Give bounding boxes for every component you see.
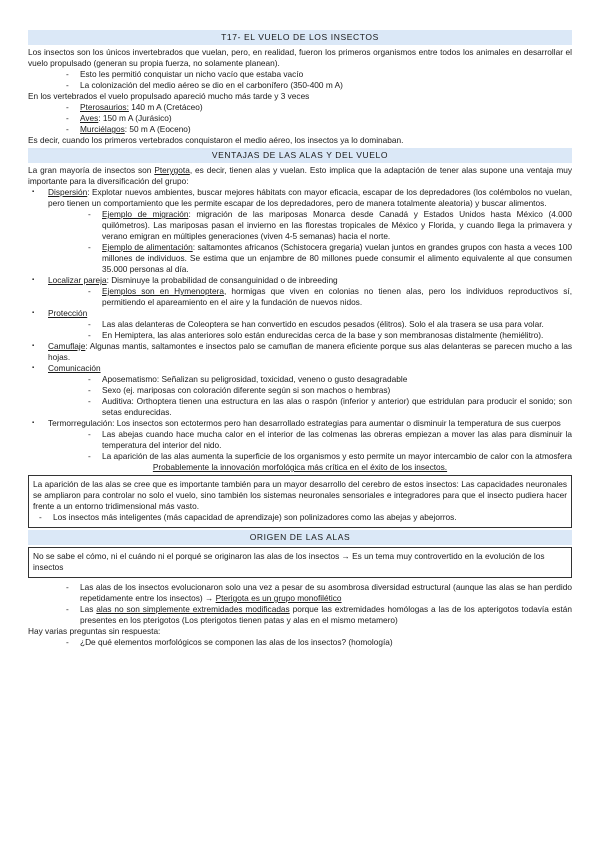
group-age: 140 m A (Cretáceo) (128, 102, 203, 112)
examples-list (78, 209, 572, 275)
example-label: Ejemplos son en Hymenoptera (102, 286, 224, 296)
box-text: La aparición de las alas se cree que es importante también para un mayor desarrollo del cerebro de estos insectos: Las capacidades neuronales se ampliaron para controlar no solo el vuelo, sino también los sistemas neuronales sensoriales e integradores para que el insecto pudiera hacer frente a un entorno tridimensional más vasto. (33, 479, 567, 511)
examples-list (78, 429, 572, 462)
item-emphasis: alas no son simplemente extremidades modificadas (96, 604, 290, 614)
advantage-proteccion (28, 308, 572, 341)
example-item: - Auditiva: Orthoptera tienen una estructura en las alas o raspón (inferior y anterior) que estridulan para producir el sonido; son setas endurecidas. (78, 396, 572, 418)
examples-list (78, 319, 572, 341)
group-age: : 150 m A (Jurásico) (98, 113, 172, 123)
box-text: No se sabe el cómo, ni el cuándo ni el porqué se originaron las alas de los insectos → Es un tema muy controvertido en la evolución de los insectos (33, 551, 545, 572)
advantage-camuflaje (28, 341, 572, 363)
list-item: - ¿De qué elementos morfológicos se componen las alas de los insectos? (homología) (60, 637, 572, 648)
advantage-text: : Disminuye la probabilidad de consanguinidad o de inbreeding (106, 275, 338, 285)
brain-box (28, 475, 572, 528)
example-text: : saltamontes africanos (Schistocera gregaria) vuelan juntos en grandes grupos con hasta a veces 100 millones de individuos. Se estima que un enjambre de 80 millones puede consumir el alimento equivalente al que consumen 35.000 personas al día. (102, 242, 572, 274)
item-text: Las alas de los insectos evolucionaron solo una vez a pesar de su asombrosa diversidad estructural (aunque las alas se han perdido repetidamente entre los insectos) → (80, 582, 572, 603)
example-text: , hormigas que viven en colonias no tienen alas, pero los individuos reproductivos sí, permitiendo el apareamiento en el aire y la fundación de nuevos nidos. (102, 286, 573, 307)
example-text: : migración de las mariposas Monarca desde Canadá y Estados Unidos hasta México (4.000 quilómetros). Las mariposas pasan el invierno en las florestas tropicales de México y Florida, y cuando llega la primavera y verano emigran en múltiples generaciones (viven 4-5 semanas) hacia el norte. (102, 209, 572, 241)
advantage-termorregulacion (28, 418, 572, 462)
advantage-text: : Algunas mantis, saltamontes e insectos palo se camuflan de manera eficiente porque sus alas delanteras se parecen mucho a las hojas. (48, 341, 572, 362)
example-label: Ejemplo de alimentación (102, 242, 193, 252)
section-lead (28, 165, 572, 187)
advantage-label: Comunicación (48, 363, 101, 373)
advantage-text: : Explotar nuevos ambientes, buscar mejores hábitats con mayor eficacia, escapar de los depredadores (los colémbolos no vuelan, pero tienen un comportamiento que les permite escapar de los depredadores, pero de manera totalmente aleatoria) y buscar alimentos. (48, 187, 572, 208)
example-item: - Las abejas cuando hace mucha calor en el interior de las colmenas las obreras empiezan a mover las alas para disminuir la temperatura del interior del nido. (78, 429, 572, 451)
advantage-label: Dispersión (48, 187, 88, 197)
example-item (78, 209, 572, 242)
advantage-text: Termorregulación: Los insectos son ectotermos pero han desarrollado estrategias para aumentar o disminuir la temperatura de sus cuerpos (48, 418, 561, 428)
advantage-pareja (28, 275, 572, 308)
list-item (60, 124, 572, 135)
advantage-comunicacion (28, 363, 572, 418)
example-item: - Sexo (ej. mariposas con coloración diferente según si son machos o hembras) (78, 385, 572, 396)
intro-list (60, 69, 572, 91)
conclusion-paragraph: Es decir, cuando los primeros vertebrados conquistaron el medio aéreo, los insectos ya lo dominaban. (28, 135, 404, 145)
advantage-dispersion (28, 187, 572, 275)
examples-list (78, 286, 572, 308)
section-title-ventajas: VENTAJAS DE LAS ALAS Y DEL VUELO (28, 148, 572, 163)
box-list (33, 512, 567, 523)
group-name: Murciélagos (80, 124, 125, 134)
section-title-origen: ORIGEN DE LAS ALAS (28, 530, 572, 545)
example-item: - La aparición de las alas aumenta la superficie de los organismos y esto permite un mayor intercambio de calor con la atmosfera (78, 451, 572, 462)
advantage-label: Protección (48, 308, 88, 318)
list-item: - La colonización del medio aéreo se dio en el carbonífero (350-400 m A) (60, 80, 572, 91)
group-age: : 50 m A (Eoceno) (124, 124, 191, 134)
example-item: - En Hemiptera, las alas anteriores solo están endurecidas cerca de la base y son membranosas distalmente (hemiélitro). (78, 330, 572, 341)
origin-list (60, 582, 572, 626)
group-name: Pterosaurios: (80, 102, 129, 112)
example-label: Ejemplo de migración (102, 209, 189, 219)
questions-list (60, 637, 572, 648)
example-item (78, 242, 572, 275)
list-item (60, 113, 572, 124)
item-emphasis: Pterigota es un grupo monofilético (215, 593, 342, 603)
lead-text: La gran mayoría de insectos son (28, 165, 155, 175)
example-item (78, 286, 572, 308)
lead-term: Pterygota (154, 165, 190, 175)
examples-list (78, 374, 572, 418)
advantage-label: Camuflaje (48, 341, 86, 351)
intro-paragraph: Los insectos son los únicos invertebrados que vuelan, pero, en realidad, fueron los primeros organismos entre todos los animales en desarrollar el vuelo propulsado (generan su propia fuerza, no solamente planean). (28, 47, 572, 68)
document-title: T17- EL VUELO DE LOS INSECTOS (28, 30, 572, 45)
origin-box (28, 547, 572, 578)
advantages-list (28, 187, 572, 462)
list-item (60, 582, 572, 604)
lead-text: , es decir, tienen alas y vuelan. Esto implica que la adaptación de tener alas supone una ventaja muy importante para la diversificación del grupo: (28, 165, 572, 186)
item-text: porque las extremidades homólogas a las de los apterigotos todavía están presentes en los pterigotos (Los pterigotos tienen patas y alas en el mismo metamero) (80, 604, 573, 625)
vertebrates-paragraph: En los vertebrados el vuelo propulsado apareció mucho más tarde y 3 veces (28, 91, 310, 101)
list-item (60, 102, 572, 113)
innovation-note: Probablemente la innovación morfológica más crítica en el éxito de los insectos. (152, 462, 448, 472)
example-item: - Aposematismo: Señalizan su peligrosidad, toxicidad, veneno o gusto desagradable (78, 374, 572, 385)
questions-title: Hay varias preguntas sin respuesta: (28, 626, 161, 636)
list-item (60, 604, 572, 626)
advantage-label: Localizar pareja (48, 275, 107, 285)
vertebrates-list (60, 102, 572, 135)
example-item: - Las alas delanteras de Coleoptera se han convertido en escudos pesados (élitros). Solo el ala trasera se usa para volar. (78, 319, 572, 330)
group-name: Aves (80, 113, 99, 123)
list-item: - Los insectos más inteligentes (más capacidad de aprendizaje) son polinizadores como las abejas y abejorros. (33, 512, 567, 523)
list-item: - Esto les permitió conquistar un nicho vacío que estaba vacío (60, 69, 572, 80)
item-text: Las (80, 604, 97, 614)
